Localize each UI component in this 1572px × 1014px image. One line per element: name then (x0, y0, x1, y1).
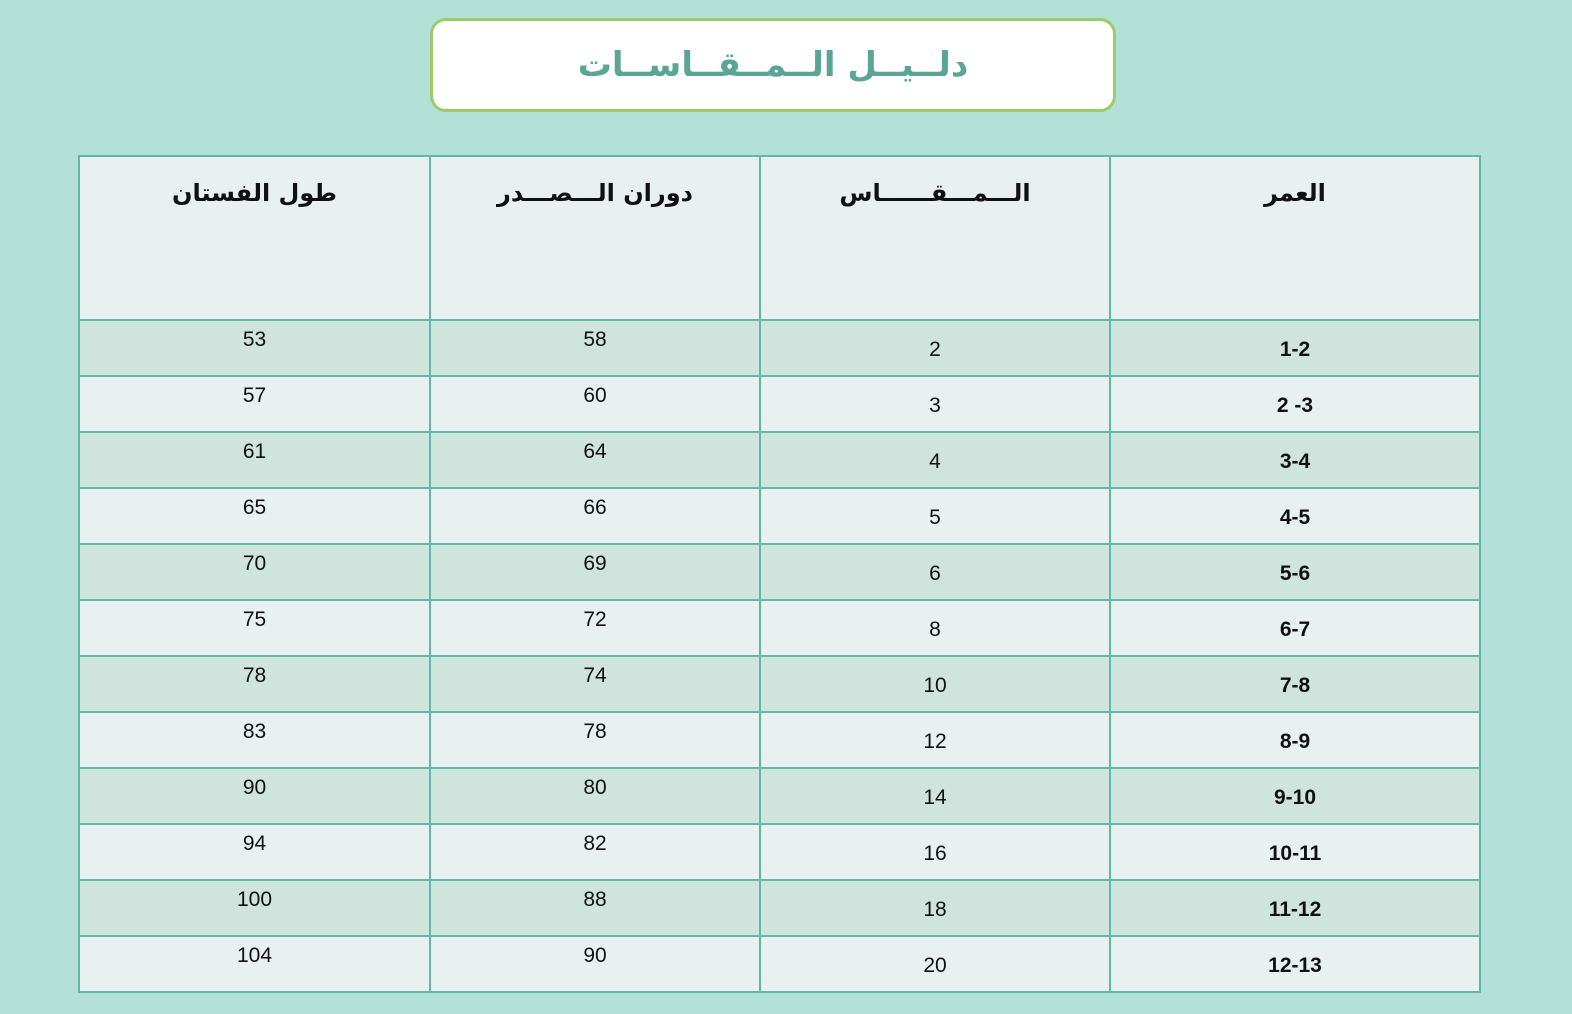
table-body (79, 320, 1480, 992)
header-chest: دوران الـــصـــدر (430, 156, 760, 320)
cell-chest: 64 (430, 432, 760, 488)
header-size: الـــمـــقــــــاس (760, 156, 1110, 320)
cell-chest: 58 (430, 320, 760, 376)
cell-age: 7-8 (1110, 656, 1480, 712)
table-row (79, 488, 1480, 544)
table-row (79, 544, 1480, 600)
cell-chest: 74 (430, 656, 760, 712)
cell-size: 6 (760, 544, 1110, 600)
cell-dress-length: 61 (79, 432, 430, 488)
cell-chest: 82 (430, 824, 760, 880)
cell-age: 1-2 (1110, 320, 1480, 376)
header-dress-length: طول الفستان (79, 156, 430, 320)
table-row (79, 936, 1480, 992)
cell-age: 9-10 (1110, 768, 1480, 824)
cell-size: 10 (760, 656, 1110, 712)
table-row (79, 656, 1480, 712)
cell-size: 2 (760, 320, 1110, 376)
cell-size: 4 (760, 432, 1110, 488)
cell-size: 3 (760, 376, 1110, 432)
table-row (79, 600, 1480, 656)
cell-chest: 90 (430, 936, 760, 992)
header-row (79, 156, 1480, 320)
table-row (79, 376, 1480, 432)
cell-age: 12-13 (1110, 936, 1480, 992)
cell-size: 14 (760, 768, 1110, 824)
header-age: العمر (1110, 156, 1480, 320)
cell-chest: 66 (430, 488, 760, 544)
cell-size: 18 (760, 880, 1110, 936)
cell-age: 11-12 (1110, 880, 1480, 936)
cell-dress-length: 90 (79, 768, 430, 824)
cell-size: 20 (760, 936, 1110, 992)
table-row (79, 712, 1480, 768)
cell-age: 8-9 (1110, 712, 1480, 768)
cell-age: 5-6 (1110, 544, 1480, 600)
page-title: دلــيــل الــمــقــاســات (577, 45, 969, 85)
title-box (430, 18, 1116, 112)
cell-size: 5 (760, 488, 1110, 544)
cell-dress-length: 83 (79, 712, 430, 768)
cell-dress-length: 70 (79, 544, 430, 600)
cell-chest: 69 (430, 544, 760, 600)
table-row (79, 768, 1480, 824)
cell-chest: 88 (430, 880, 760, 936)
cell-age: 2 -3 (1110, 376, 1480, 432)
cell-size: 12 (760, 712, 1110, 768)
cell-age: 10-11 (1110, 824, 1480, 880)
cell-size: 8 (760, 600, 1110, 656)
cell-age: 6-7 (1110, 600, 1480, 656)
cell-size: 16 (760, 824, 1110, 880)
table-row (79, 320, 1480, 376)
cell-age: 3-4 (1110, 432, 1480, 488)
cell-dress-length: 78 (79, 656, 430, 712)
cell-chest: 80 (430, 768, 760, 824)
cell-dress-length: 53 (79, 320, 430, 376)
table-row (79, 824, 1480, 880)
cell-chest: 72 (430, 600, 760, 656)
table-row (79, 432, 1480, 488)
cell-dress-length: 94 (79, 824, 430, 880)
cell-dress-length: 65 (79, 488, 430, 544)
cell-dress-length: 104 (79, 936, 430, 992)
size-guide-table (78, 155, 1481, 993)
cell-dress-length: 100 (79, 880, 430, 936)
table-row (79, 880, 1480, 936)
cell-chest: 78 (430, 712, 760, 768)
cell-chest: 60 (430, 376, 760, 432)
cell-age: 4-5 (1110, 488, 1480, 544)
cell-dress-length: 57 (79, 376, 430, 432)
cell-dress-length: 75 (79, 600, 430, 656)
